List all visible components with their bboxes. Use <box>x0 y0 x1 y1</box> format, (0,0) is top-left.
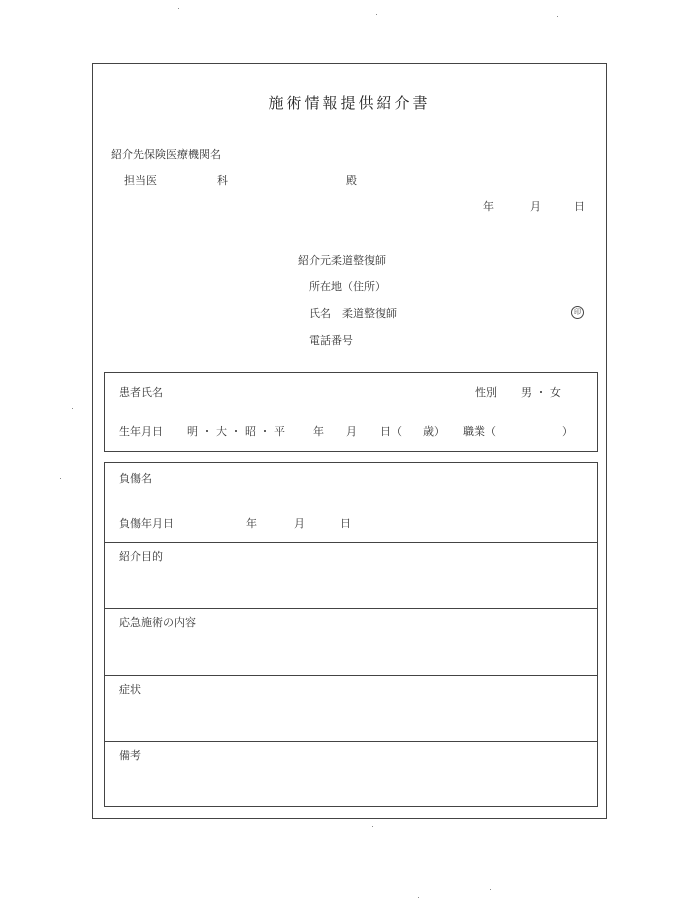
patient-name-label: 患者氏名 <box>119 386 163 399</box>
doctor-label: 担当医 <box>124 174 157 187</box>
department-label: 科 <box>217 174 228 187</box>
scan-speck <box>60 478 61 479</box>
purpose-label: 紹介目的 <box>119 550 163 563</box>
occupation-close: ） <box>562 425 573 438</box>
scan-speck <box>72 408 73 409</box>
sender-address-label: 所在地（住所） <box>309 280 386 293</box>
divider <box>105 542 597 543</box>
divider <box>105 675 597 676</box>
dono-label: 殿 <box>346 174 357 187</box>
birth-year: 年 <box>313 425 324 438</box>
recipient-label: 紹介先保険医療機関名 <box>111 148 221 161</box>
patient-info-box <box>104 372 598 452</box>
scan-speck <box>557 16 558 17</box>
scan-speck <box>490 889 491 890</box>
date-year: 年 <box>483 200 494 213</box>
injury-details-box <box>104 462 598 807</box>
age-close: 歳） <box>423 425 445 438</box>
scan-speck <box>372 826 373 827</box>
date-month: 月 <box>530 200 541 213</box>
sex-label: 性別 <box>475 386 497 399</box>
seal-mark-icon: 印 <box>571 306 584 319</box>
scan-speck <box>376 14 377 15</box>
symptoms-label: 症状 <box>119 683 141 696</box>
birth-month: 月 <box>346 425 357 438</box>
injury-name-label: 負傷名 <box>119 472 152 485</box>
sex-options: 男 ・ 女 <box>521 386 561 399</box>
form-frame <box>92 63 607 819</box>
injury-year: 年 <box>246 517 257 530</box>
sender-name-label: 氏名 柔道整復師 <box>309 307 397 320</box>
scan-speck <box>418 897 419 898</box>
first-aid-label: 応急施術の内容 <box>119 616 196 629</box>
divider <box>105 741 597 742</box>
sender-heading: 紹介元柔道整復師 <box>298 254 386 267</box>
injury-day: 日 <box>340 517 351 530</box>
birthdate-label: 生年月日 <box>119 425 163 438</box>
divider <box>105 608 597 609</box>
scan-speck <box>178 8 179 9</box>
injury-date-label: 負傷年月日 <box>119 517 174 530</box>
birth-day-open: 日（ <box>380 425 402 438</box>
occupation-open: 職業（ <box>463 425 496 438</box>
sender-phone-label: 電話番号 <box>309 334 353 347</box>
form-title: 施術情報提供紹介書 <box>268 94 431 112</box>
injury-month: 月 <box>294 517 305 530</box>
remarks-label: 備考 <box>119 749 141 762</box>
era-options: 明 ・ 大 ・ 昭 ・ 平 <box>187 425 285 438</box>
date-day: 日 <box>574 200 585 213</box>
